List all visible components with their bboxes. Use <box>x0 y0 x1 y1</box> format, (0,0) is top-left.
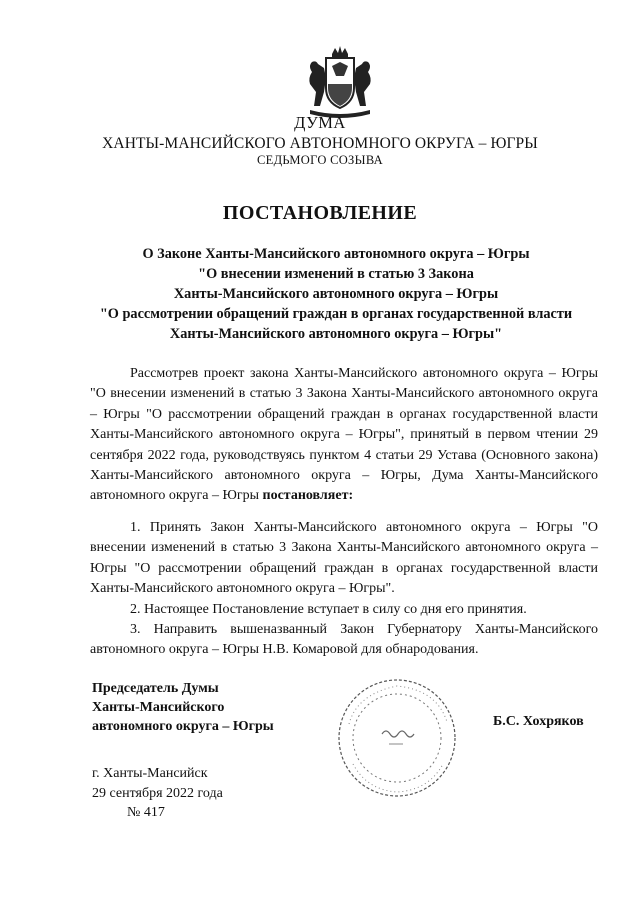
organization-title: ДУМА <box>294 113 346 132</box>
round-seal-stamp-icon <box>327 674 467 804</box>
position-line: автономного округа – Югры <box>92 719 274 734</box>
document-number: № 417 <box>127 805 165 820</box>
subject-line: Ханты-Мансийского автономного округа – Югры" <box>169 326 503 342</box>
resolution-item: 2. Настоящее Постановление вступает в силу со дня его принятия. <box>130 601 527 617</box>
issue-details <box>92 764 223 823</box>
resolution-item: 1. Принять Закон Ханты-Мансийского автономного округа – Югры "О внесении изменений в статью 3 Закона Ханты-Мансийского автономного округа – Югры "О рассмотрении обращений граждан в органах государственной власти Ханты-Мансийского автономного округа – Югры". <box>90 520 598 597</box>
position-line: Председатель Думы <box>92 681 219 696</box>
subject-line: "О внесении изменений в статью 3 Закона <box>198 266 474 282</box>
preamble-text: Рассмотрев проект закона Ханты-Мансийского автономного округа – Югры "О внесении изменений в статью 3 Закона Ханты-Мансийского автономного округа – Югры "О рассмотрении обращений граждан в органах государственной власти Ханты-Мансийского автономного округа – Югры", принятый в первом чтении 29 сентября 2022 года, руководствуясь пунктом 4 статьи 29 Устава (Основного закона) Ханты-Мансийского автономного округа – Югры, Дума Ханты-Мансийского автономного округа – Югры <box>90 366 598 504</box>
subject-line: "О рассмотрении обращений граждан в органах государственной власти <box>99 306 573 322</box>
document-type-title: ПОСТАНОВЛЕНИЕ <box>222 202 418 224</box>
signatory-name: Б.С. Хохряков <box>493 714 584 729</box>
resolution-item: 3. Направить вышеназванный Закон Губернатору Ханты-Мансийского автономного округа – Югры Н.В. Комаровой для обнародования. <box>90 622 598 658</box>
issue-date: 29 сентября 2022 года <box>92 785 223 801</box>
region-title: ХАНТЫ-МАНСИЙСКОГО АВТОНОМНОГО ОКРУГА – ЮГРЫ <box>102 135 538 152</box>
convocation-title: СЕДЬМОГО СОЗЫВА <box>257 153 383 167</box>
subject-line: Ханты-Мансийского автономного округа – Югры <box>173 286 499 302</box>
issue-city: г. Ханты-Мансийск <box>92 766 208 781</box>
coat-of-arms-icon <box>302 44 378 122</box>
subject-line: О Законе Ханты-Мансийского автономного округа – Югры <box>142 246 530 262</box>
resolves-text: постановляет: <box>262 488 354 504</box>
position-line: Ханты-Мансийского <box>92 700 225 715</box>
signatory-position <box>92 679 274 736</box>
preamble-block <box>90 364 598 507</box>
resolution-items <box>90 518 598 661</box>
document-subject <box>60 244 612 344</box>
preamble-paragraph <box>90 364 598 507</box>
